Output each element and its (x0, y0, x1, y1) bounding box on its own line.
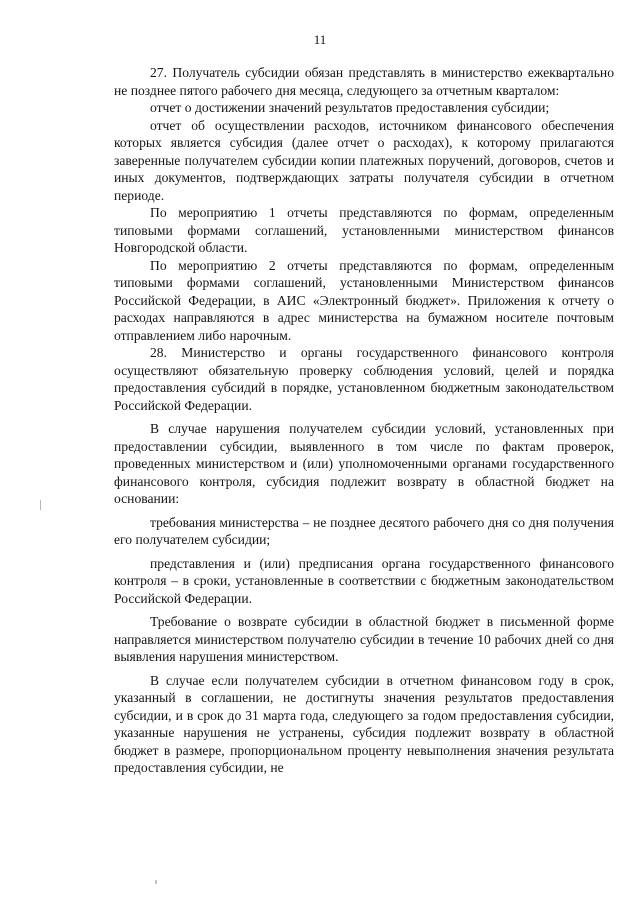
scan-artifact (40, 500, 41, 510)
paragraph-expenses-report: отчет об осуществлении расходов, источником финансового обеспечения которых является субсидия (далее отчет о расходах), к которому прилагаются заверенные получателем субсидии копии платежных поручений, договоров, счетов и иных документов, подтверждающих затраты получателя субсидии в отчетном периоде. (114, 117, 614, 203)
page-number: 11 (313, 32, 327, 47)
paragraph-control-body-order: представления и (или) предписания органа государственного финансового контроля – в сроки, установленные в соответствии с бюджетным законодательством Российской Федерации. (114, 555, 614, 606)
scan-artifact (155, 880, 157, 884)
paragraph-ministry-demand: требования министерства – не позднее десятого рабочего дня со дня получения его получателем субсидии; (114, 514, 614, 547)
paragraph-return-demand: Требование о возврате субсидии в областной бюджет в письменной форме направляется министерством получателю субсидии в течение 10 рабочих дней со дня выявления нарушения министерством. (114, 614, 614, 664)
document-body (114, 64, 614, 777)
paragraph-28-control: 28. Министерство и органы государственного финансового контроля осуществляют обязательную проверку соблюдения условий, целей и порядка предоставления субсидий в порядке, установленном бюджетным законодательством Российской Федерации. (114, 345, 614, 413)
paragraph-violation-return: В случае нарушения получателем субсидии условий, установленных при предоставлении субсидии, выявленного в том числе по фактам проверок, проведенных министерством и (или) уполномоченными органами государственного финансового контроля, субсидия подлежит возврату в областной бюджет на основании: (114, 421, 614, 506)
paragraph-measure-2-reports: По мероприятию 2 отчеты представляются по формам, определенным типовыми формами соглашений, установленными Министерством финансов Российской Федерации, в АИС «Электронный бюджет». Приложения к отчету о расходах направляются в адрес министерства на бумажном носителе почтовым отправлением либо нарочным. (114, 257, 614, 343)
paragraph-measure-1-reports: По мероприятию 1 отчеты представляются по формам, определенным типовыми формами соглашений, установленными министерством финансов Новгородской области. (114, 205, 614, 255)
paragraph-results-not-achieved: В случае если получателем субсидии в отчетном финансовом году в срок, указанный в соглашении, не достигнуты значения результатов предоставления субсидии, и в срок до 31 марта года, следующего за годом предоставления субсидии, указанные нарушения не устранены, субсидия подлежит возврату в областной бюджет в размере, пропорциональном проценту невыполнения значения результата предоставления субсидии, не (114, 672, 614, 775)
paragraph-27-intro: 27. Получатель субсидии обязан представлять в министерство ежеквартально не позднее пятого рабочего дня месяца, следующего за отчетным кварталом: (114, 65, 614, 98)
paragraph-results-report: отчет о достижении значений результатов предоставления субсидии; (150, 100, 550, 115)
